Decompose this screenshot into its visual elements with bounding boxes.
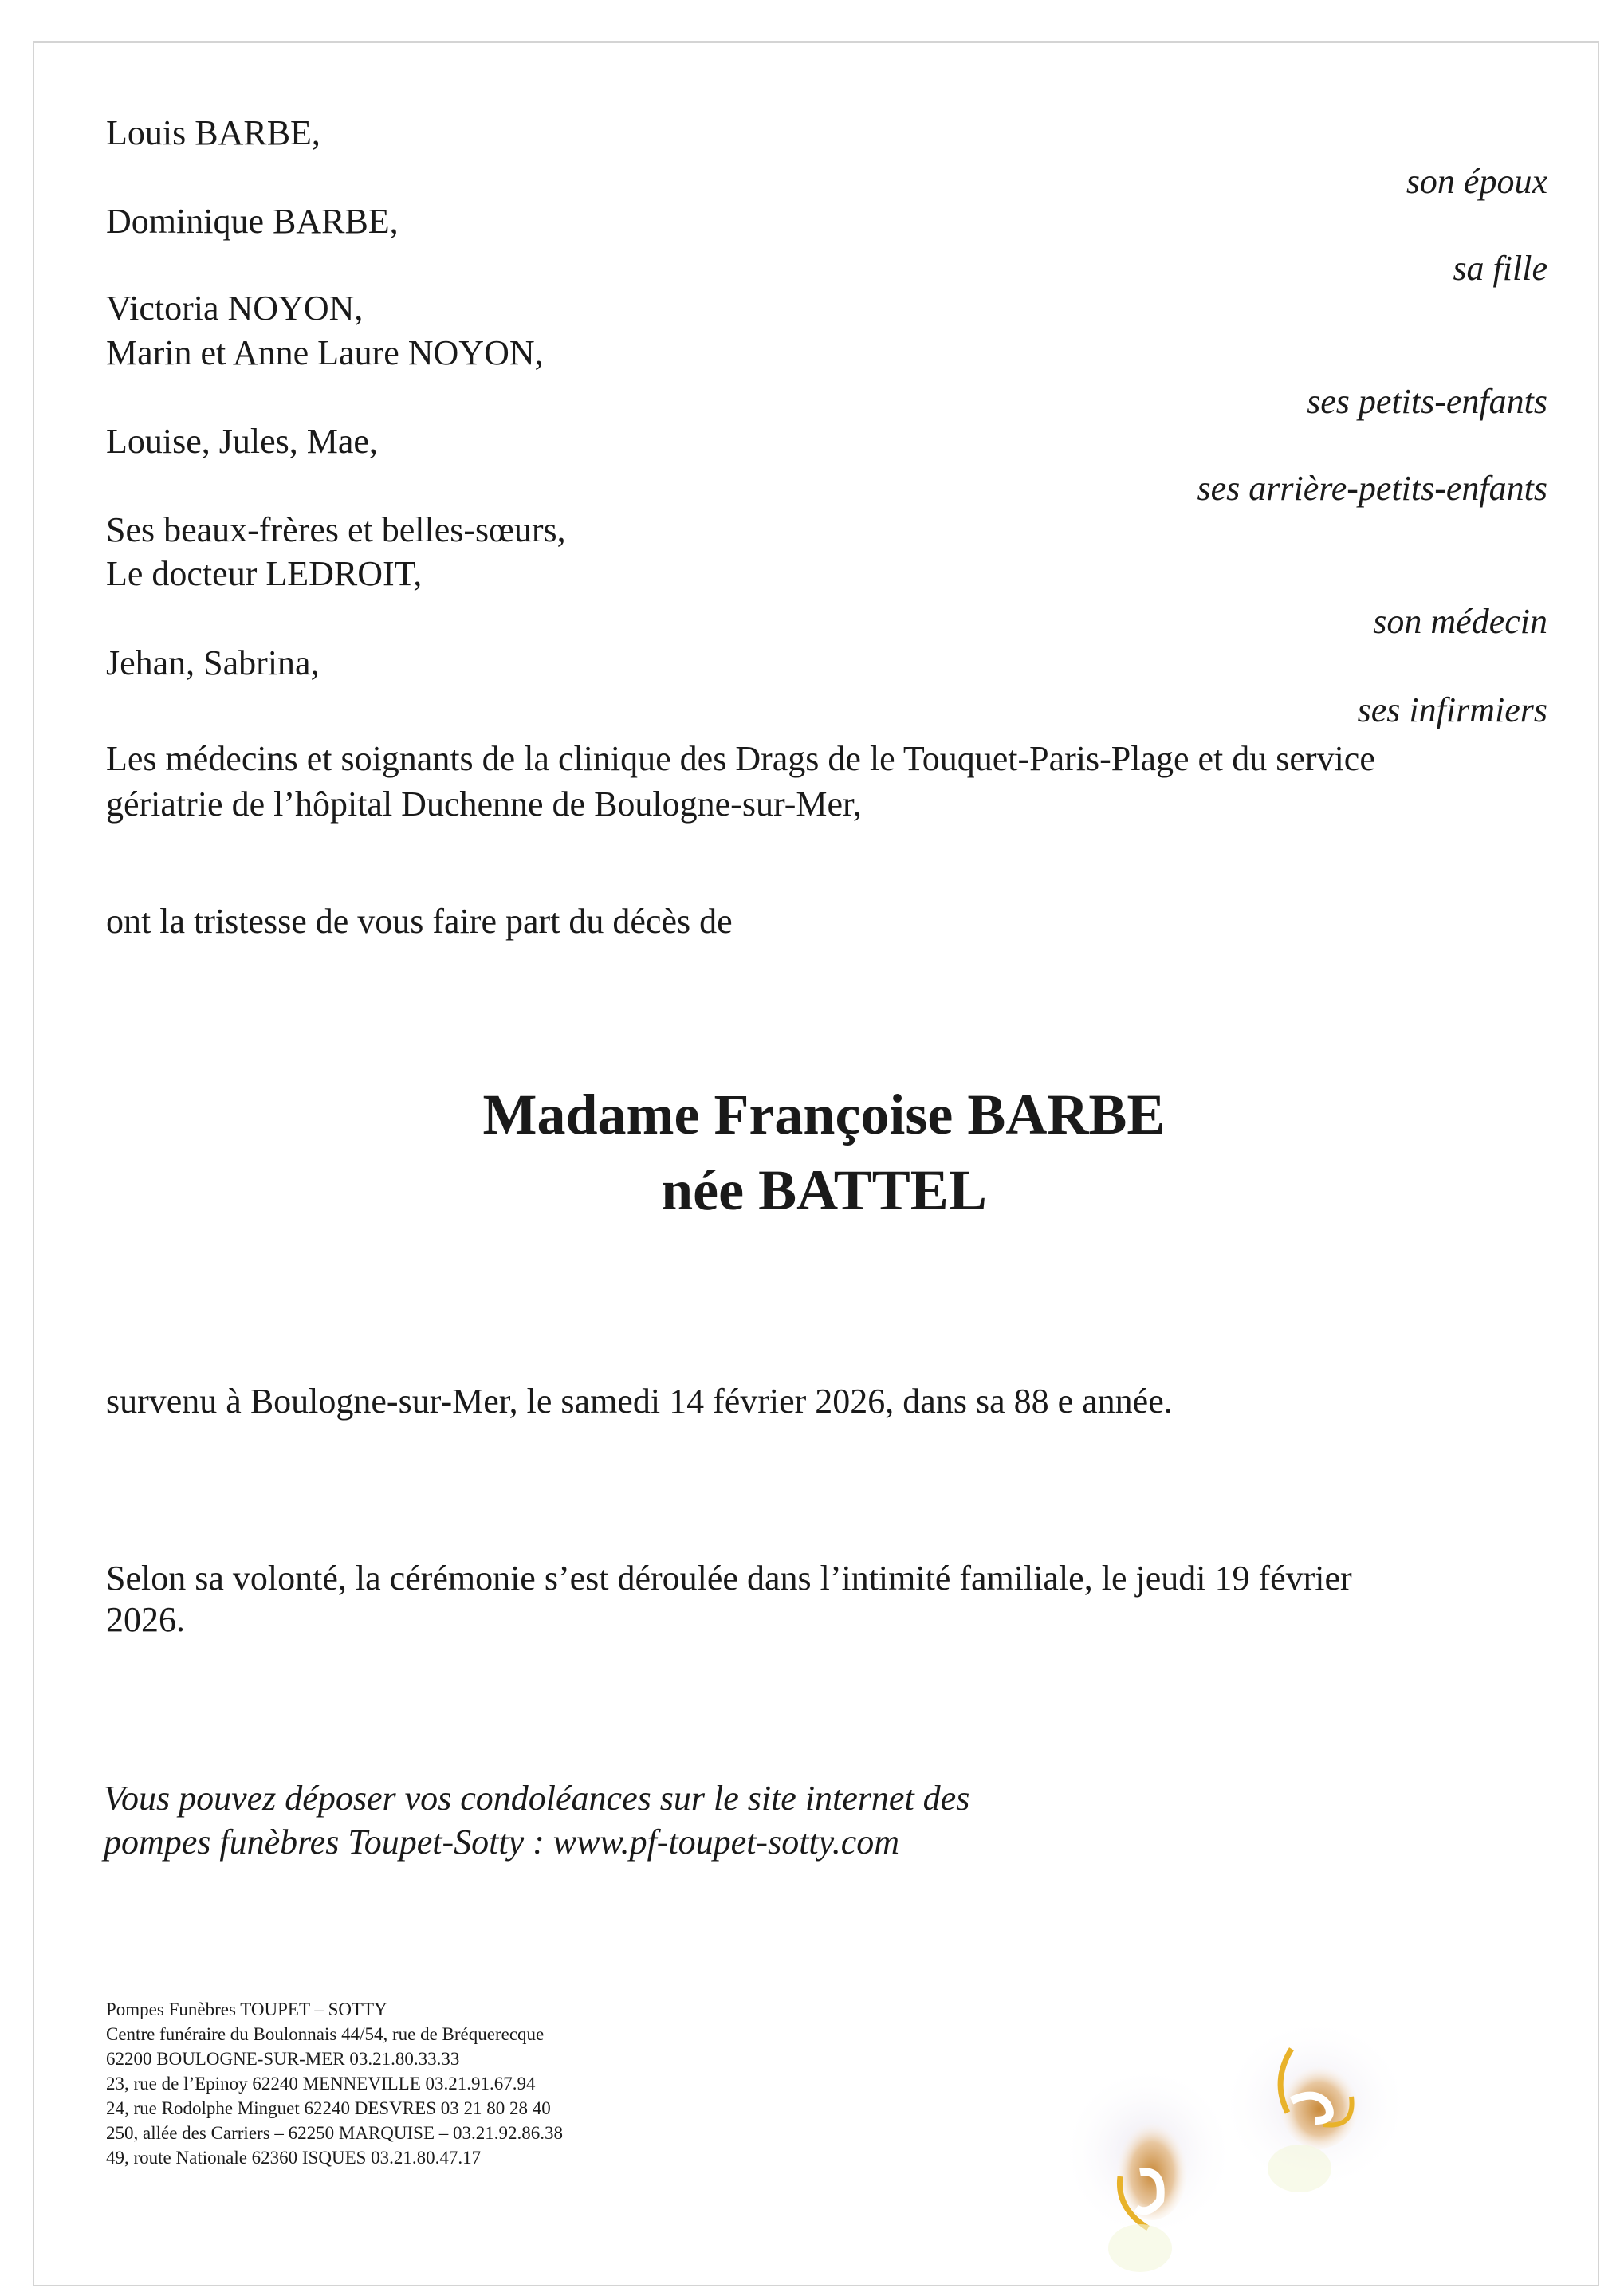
footer-line: 23, rue de l’Epinoy 62240 MENNEVILLE 03.21.91.67.94 [106,2074,536,2094]
death-info: survenu à Boulogne-sur-Mer, le samedi 14 février 2026, dans sa 88 e année. [106,1382,1173,1421]
family-name: Dominique BARBE, [106,202,399,241]
footer-line: 24, rue Rodolphe Minguet 62240 DESVRES 03 21 80 28 40 [106,2098,551,2118]
ceremony-line: 2026. [106,1600,185,1639]
footer-line: 250, allée des Carriers – 62250 MARQUISE – 03.21.92.86.38 [106,2123,564,2143]
ceremony-line: Selon sa volonté, la cérémonie s’est déroulée dans l’intimité familiale, le jeudi 19 février [106,1559,1352,1598]
family-relation: son époux [1406,162,1547,201]
family-name: Ses beaux-frères et belles-sœurs, [106,510,566,549]
caregivers-line: gériatrie de l’hôpital Duchenne de Boulogne-sur-Mer, [106,784,862,824]
footer-line: 62200 BOULOGNE-SUR-MER 03.21.80.33.33 [106,2049,460,2069]
orchid-flowers-image [1060,2009,1539,2272]
family-name: Louis BARBE, [106,113,320,152]
family-relation: son médecin [1373,602,1547,641]
footer-line: Pompes Funèbres TOUPET – SOTTY [106,1999,387,2019]
family-relation: sa fille [1453,249,1547,288]
condolences-link-line[interactable]: pompes funèbres Toupet-Sotty : www.pf-toupet-sotty.com [104,1822,900,1862]
orchid-left [1060,2065,1236,2272]
family-name: Jehan, Sabrina, [106,643,320,682]
footer-line: 49, route Nationale 62360 ISQUES 03.21.80.47.17 [106,2148,482,2168]
condolences-line: Vous pouvez déposer vos condoléances sur le site internet des [104,1779,970,1818]
family-name: Louise, Jules, Mae, [106,422,378,461]
family-name: Marin et Anne Laure NOYON, [106,333,544,372]
family-name: Victoria NOYON, [106,289,364,328]
family-relation: ses arrière-petits-enfants [1197,469,1547,508]
caregivers-line: Les médecins et soignants de la clinique des Drags de le Touquet-Paris-Plage et du service [106,739,1375,778]
family-relation: ses petits-enfants [1307,382,1547,421]
family-relation: ses infirmiers [1357,690,1547,729]
family-name: Le docteur LEDROIT, [106,554,423,593]
deceased-maiden-name: née BATTEL [661,1158,987,1222]
deceased-name: Madame Françoise BARBE [482,1083,1166,1146]
footer-line: Centre funéraire du Boulonnais 44/54, rue de Bréquerecque [106,2024,545,2044]
orchid-right [1220,2017,1411,2192]
funeral-home-footer [106,1997,563,2170]
announcement: ont la tristesse de vous faire part du décès de [106,902,733,941]
